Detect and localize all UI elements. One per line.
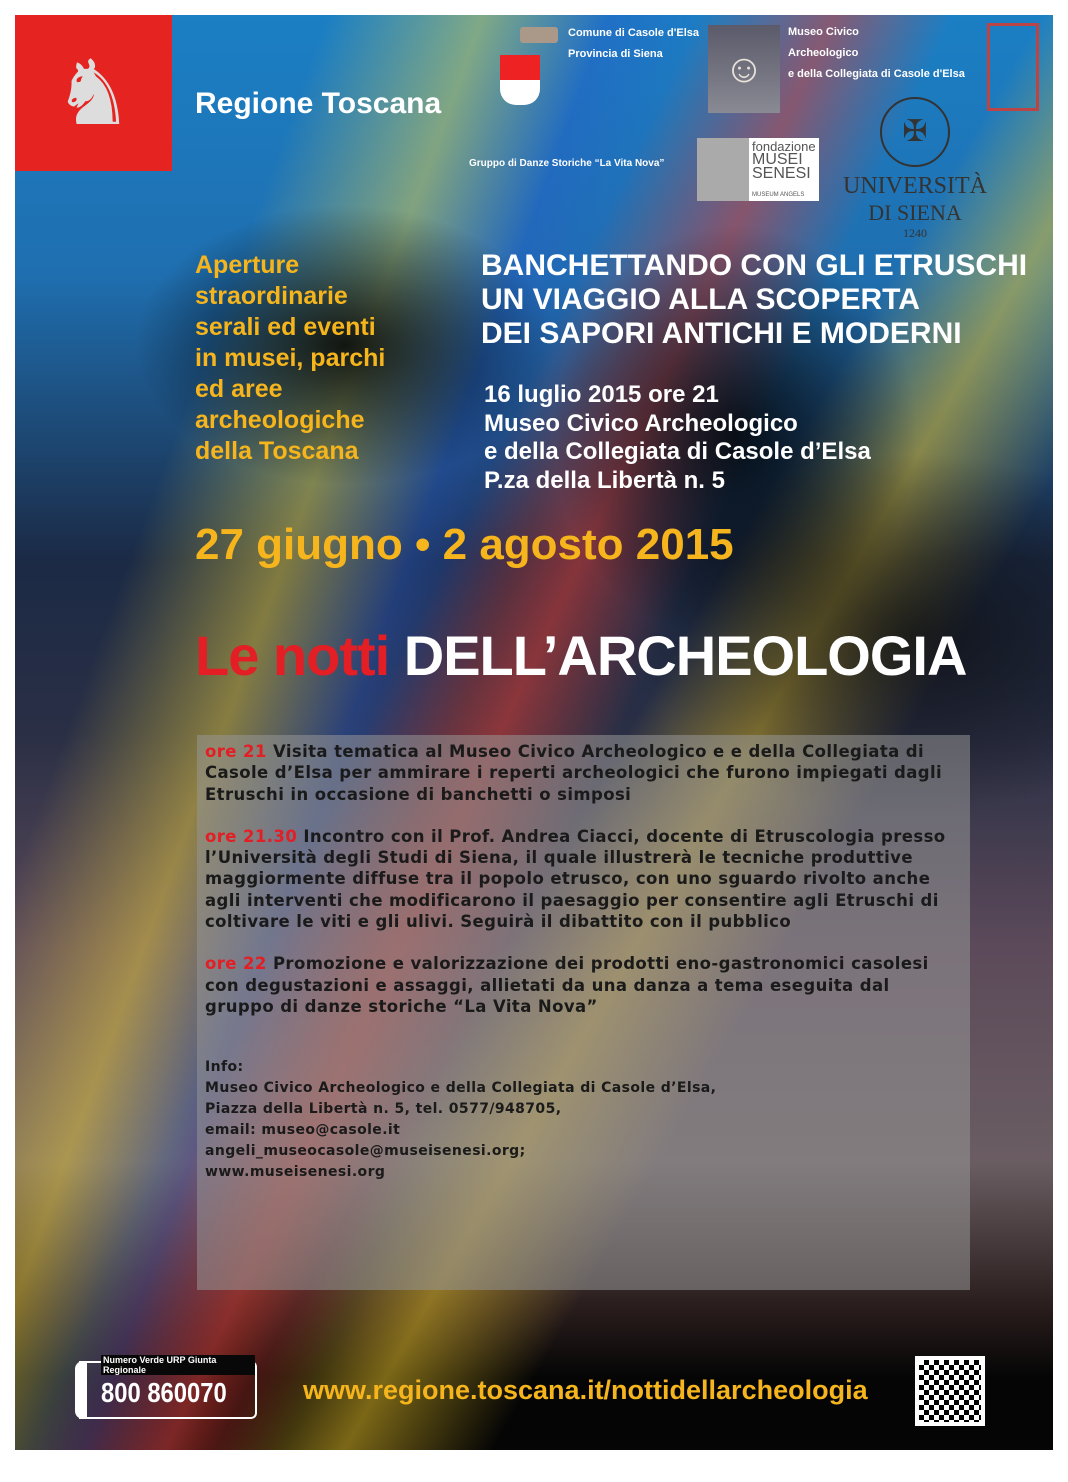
region-name: Regione Toscana [195, 87, 442, 120]
program-text: Incontro con il Prof. Andrea Ciacci, docente di Etruscologia presso l’Università degli Studi di Siena, il quale illustrerà le tecniche produttive maggiormente diffuse tra il popolo etrusco, con uno sguardo rivolto anche agli interventi che modificarono il paesaggio per consentire agli Etruschi di coltivare le viti e gli ulivi. Seguirà il dibattito con il pubblico [205, 826, 946, 932]
program-item [205, 953, 962, 1017]
museo-line: Archeologico [788, 47, 859, 59]
logo-text: MUSEUM ANGELS [752, 192, 805, 198]
intro-line: serali ed eventi [195, 313, 376, 341]
casole-crest-icon [500, 55, 540, 105]
program-time: ore 21 [205, 742, 267, 761]
info-line: Piazza della Libertà n. 5, tel. 0577/948705, [205, 1101, 562, 1118]
intro-line: in musei, parchi [195, 344, 386, 372]
gruppo-label: Gruppo di Danze Storiche “La Vita Nova” [469, 158, 665, 169]
event-title [481, 249, 1027, 351]
info-block [205, 1057, 962, 1183]
crown-icon [520, 27, 558, 43]
logo-text: fondazione [752, 139, 816, 154]
comune-name: Comune di Casole d'Elsa [568, 27, 699, 39]
phone-handset-icon [75, 1361, 87, 1419]
program-item [205, 741, 962, 805]
intro-line: Aperture [195, 251, 300, 279]
seal-icon: ✠ [880, 97, 950, 167]
logo-text: SENESI [752, 165, 811, 182]
program-time: ore 22 [205, 954, 267, 974]
headline [195, 623, 966, 688]
program-text: Visita tematica al Museo Civico Archeologico e e della Collegiata di Casole d’Elsa per ammirare i reperti archeologici che furono impiegati dagli Etruschi in occasione di banchetti o simposi [205, 742, 943, 804]
logo-text: DI SIENA [868, 200, 962, 225]
program-time: ore 21.30 [205, 826, 298, 846]
title-line: DEI SAPORI ANTICHI E MODERNI [481, 317, 962, 350]
phone-label: Numero Verde URP Giunta Regionale [101, 1355, 255, 1375]
intro-line: archeologiche [195, 406, 365, 434]
info-email[interactable]: angeli_museocasole@museisenesi.org; [205, 1143, 526, 1160]
intro-line: della Toscana [195, 437, 359, 465]
event-line: Museo Civico Archeologico [484, 409, 798, 437]
title-line: UN VIAGGIO ALLA SCOPERTA [481, 283, 920, 316]
info-email[interactable]: email: museo@casole.it [205, 1122, 401, 1139]
pegasus-logo-icon: ♞ [15, 15, 172, 171]
museo-line: e della Collegiata di Casole d'Elsa [788, 68, 965, 80]
date-range: 27 giugno • 2 agosto 2015 [195, 520, 734, 569]
info-website[interactable]: www.museisenesi.org [205, 1164, 386, 1181]
headline-white: DELL’ARCHEOLOGIA [403, 624, 967, 687]
phone-number[interactable]: 800 860070 [101, 1377, 227, 1408]
info-line: Museo Civico Archeologico e della Collegiata di Casole d’Elsa, [205, 1080, 717, 1097]
palazzo-logo-icon [987, 23, 1039, 111]
universita-siena-logo [835, 97, 995, 241]
comune-label [568, 23, 699, 65]
event-line: e della Collegiata di Casole d’Elsa [484, 438, 871, 465]
museo-label [788, 22, 965, 85]
intro-line: straordinarie [195, 282, 348, 310]
provincia-name: Provincia di Siena [568, 48, 663, 60]
logo-text: UNIVERSITÀ [843, 173, 987, 199]
website-url[interactable]: www.regione.toscana.it/nottidellarcheologia [303, 1375, 868, 1405]
event-details [484, 381, 871, 495]
intro-line: ed aree [195, 375, 283, 403]
info-line: Info: [205, 1059, 244, 1076]
phone-box [79, 1355, 257, 1419]
program-box [197, 735, 970, 1290]
statue-image: ☺ [708, 25, 780, 113]
program-item [205, 826, 962, 932]
poster [15, 15, 1053, 1450]
headline-red: Le notti [195, 624, 390, 687]
program-text: Promozione e valorizzazione dei prodotti eno-gastronomici casolesi con degustazioni e assaggi, allietati da una danza a tema eseguita dal gruppo di danze storiche “La Vita Nova” [205, 954, 929, 1016]
title-line: BANCHETTANDO CON GLI ETRUSCHI [481, 249, 1028, 282]
intro-text [195, 250, 435, 467]
fondazione-musei-senesi-logo [697, 138, 819, 201]
event-line: P.za della Libertà n. 5 [484, 466, 725, 494]
logo-text: MUSEI [752, 151, 803, 168]
logo-text: 1240 [903, 226, 927, 240]
museo-line: Museo Civico [788, 26, 859, 38]
qr-code-icon[interactable] [915, 1356, 985, 1426]
event-line: 16 luglio 2015 ore 21 [484, 381, 719, 408]
